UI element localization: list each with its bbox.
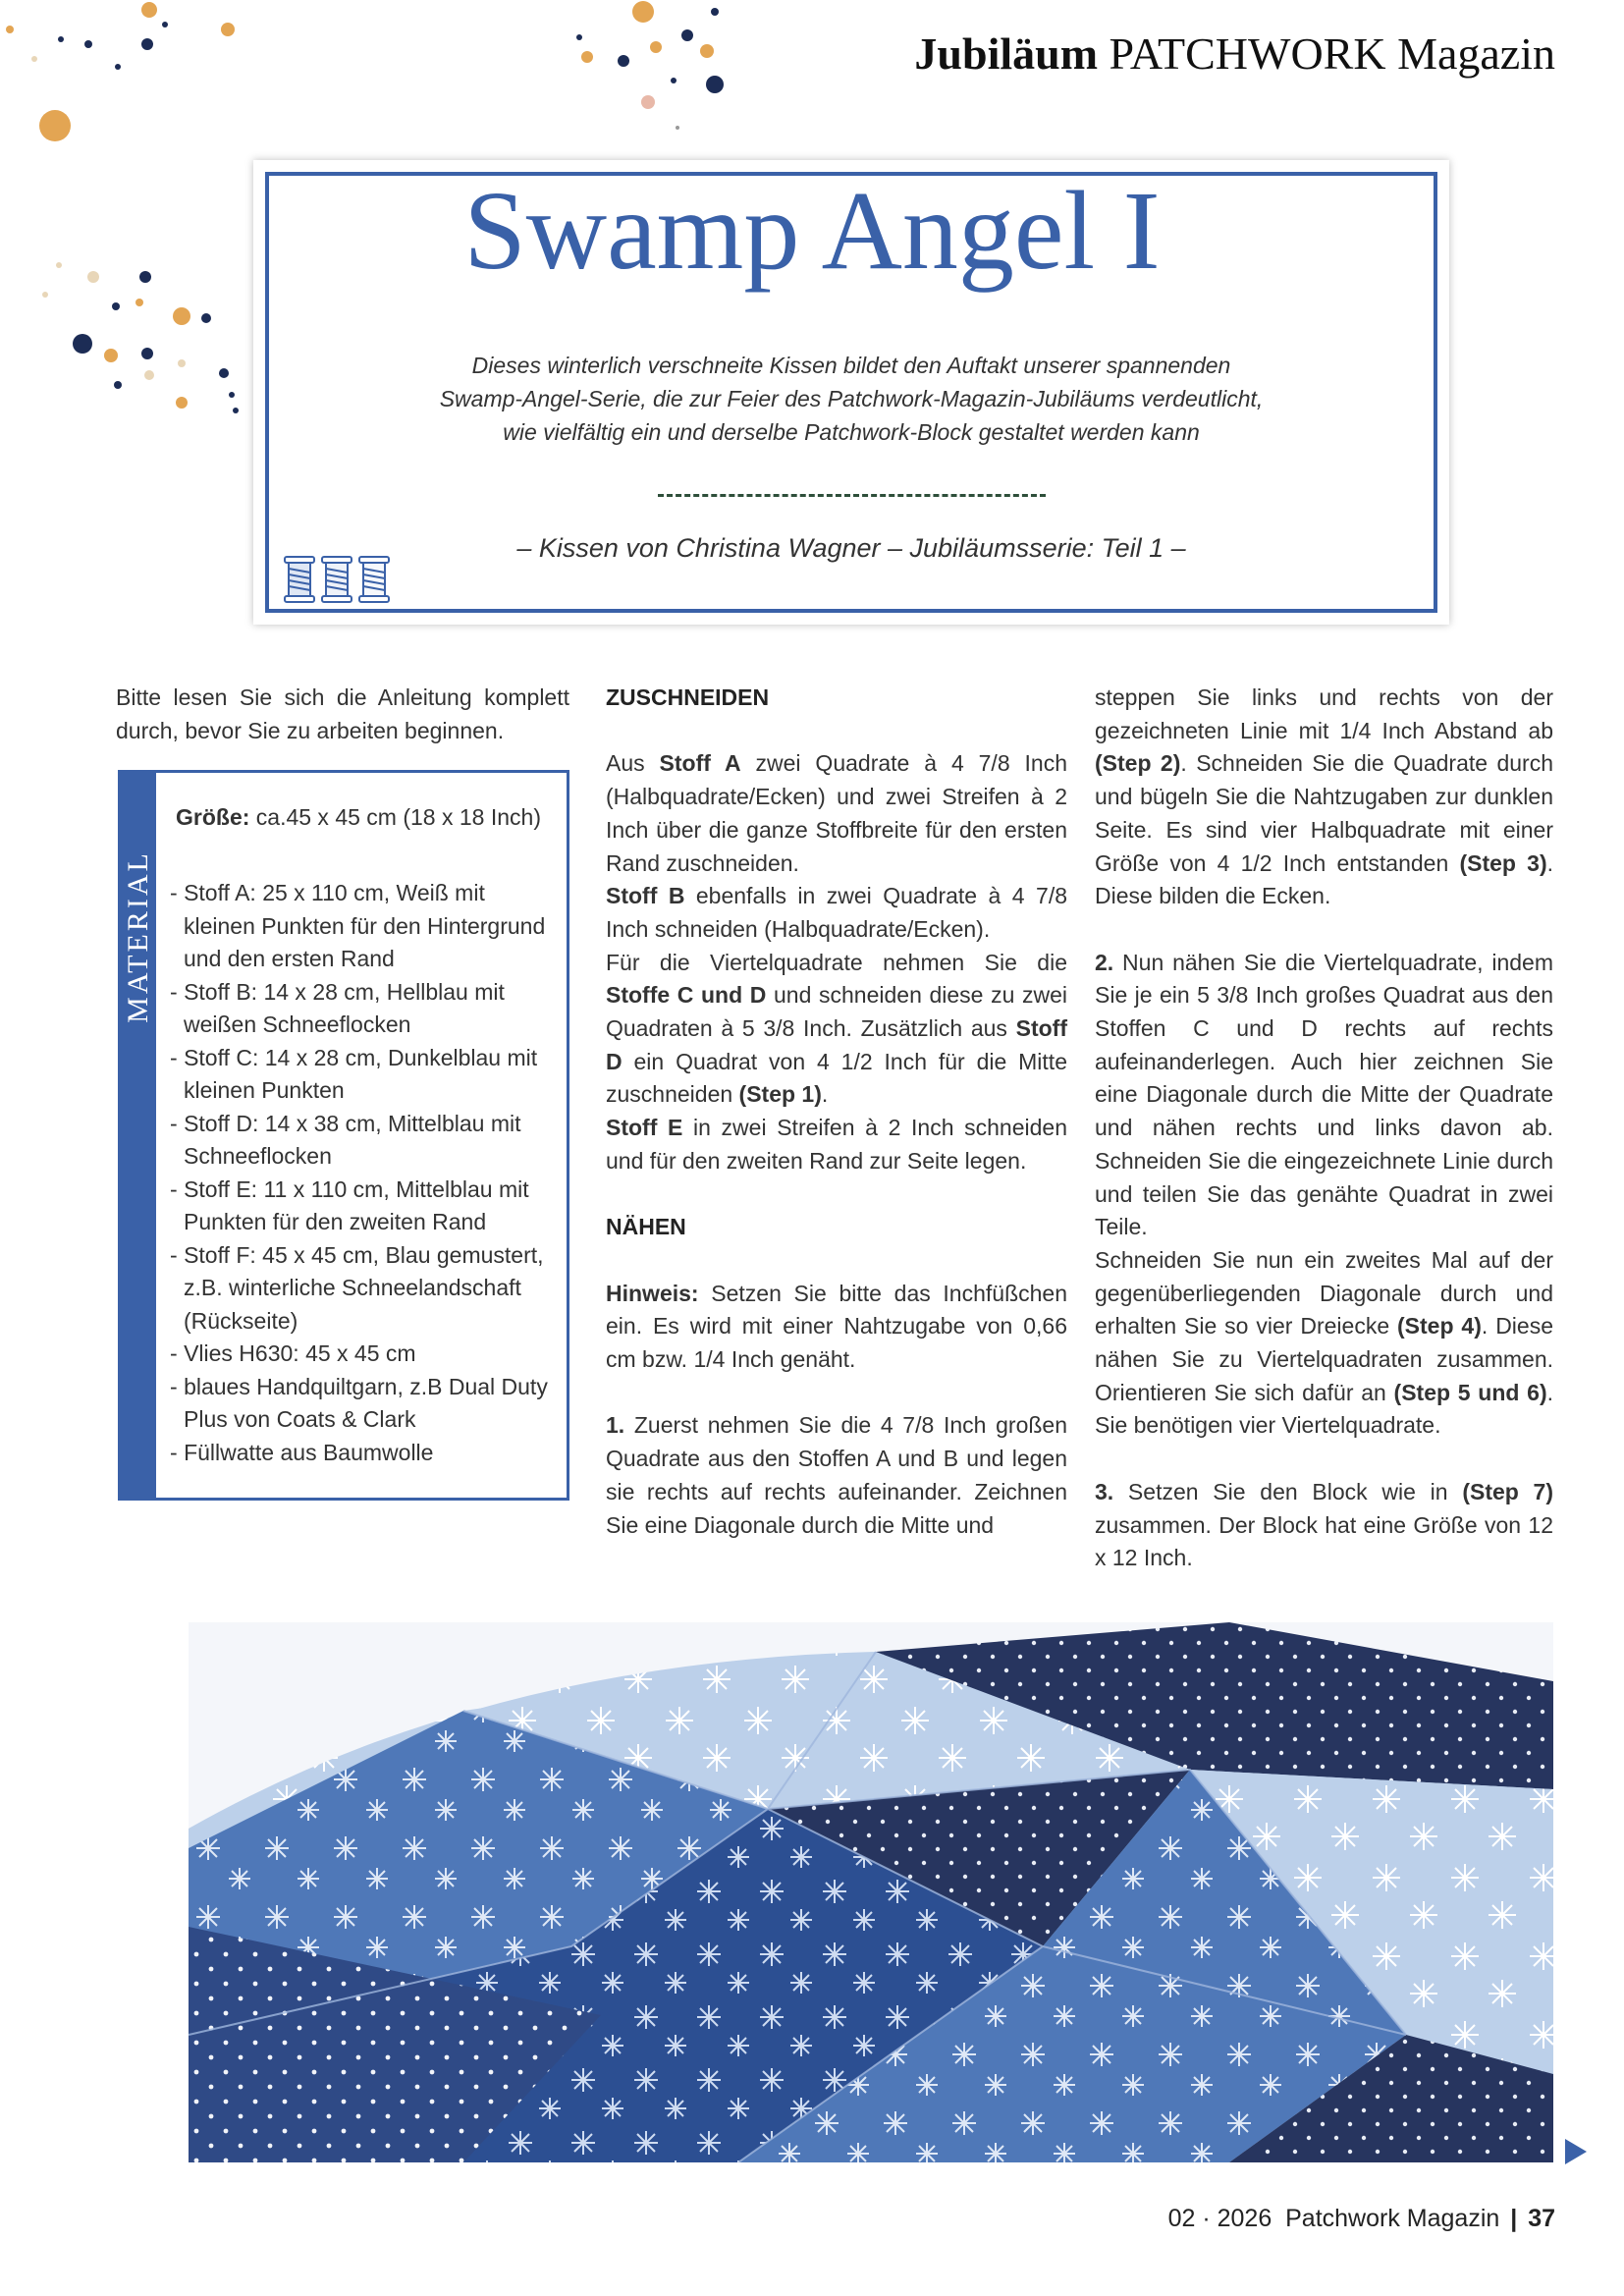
material-label: MATERIAL bbox=[122, 850, 154, 1023]
text: . Diese nähen Sie zu Viertelquadraten zusammen. Orientieren Sie sich dafür an bbox=[1095, 1313, 1553, 1405]
middle-column bbox=[606, 682, 1067, 1542]
bold-text: Stoff B bbox=[606, 883, 685, 909]
text: Für die Viertelquadrate nehmen Sie die bbox=[606, 949, 1067, 975]
zuschneiden-heading: ZUSCHNEIDEN bbox=[606, 684, 770, 710]
bold-text: Hinweis: bbox=[606, 1280, 699, 1306]
intro-line: wie vielfältig ein und derselbe Patchwork-Block gestaltet werden kann bbox=[503, 419, 1200, 445]
bold-text: Stoff A bbox=[659, 750, 741, 777]
step-1-paragraph bbox=[606, 1409, 1067, 1542]
bold-text: (Step 4) bbox=[1397, 1313, 1482, 1339]
bold-text: Stoff D bbox=[606, 1015, 1067, 1074]
text: in zwei Streifen à 2 Inch schneiden und für den zweiten Rand zur Seite legen. bbox=[606, 1115, 1067, 1174]
material-item: - blaues Handquiltgarn, z.B Dual Duty Plus von Coats & Clark bbox=[170, 1371, 563, 1437]
right-paragraph-3 bbox=[1095, 1244, 1553, 1443]
right-column bbox=[1095, 682, 1553, 1575]
material-item: - Stoff F: 45 x 45 cm, Blau gemustert, z.B. winterliche Schneelandschaft (Rückseite) bbox=[170, 1239, 563, 1339]
text: Zuerst nehmen Sie die 4 7/8 Inch großen Quadrate aus den Stoffen A und B und legen sie rechts auf rechts aufeinander. Zeichnen Sie eine Diagonale durch die Mitte und bbox=[606, 1412, 1067, 1538]
material-list bbox=[170, 877, 563, 1469]
read-instructions-text: Bitte lesen Sie sich die Anleitung komplett durch, bevor Sie zu arbeiten beginnen. bbox=[116, 684, 569, 743]
left-intro bbox=[116, 682, 569, 747]
cut-paragraph-3 bbox=[606, 947, 1067, 1113]
byline: – Kissen von Christina Wagner – Jubiläumsserie: Teil 1 – bbox=[516, 533, 1186, 563]
quilt-pillow-photo bbox=[189, 1622, 1553, 2162]
text: Nun nähen Sie die Viertelquadrate, indem Sie je ein 5 3/8 Inch großes Quadrat aus den Stoffen C und D rechts auf rechts aufeinanderlegen. Auch hier zeichnen Sie eine Diagonale durch die Mitte der Quadrate und nähen rechts und links davon ab. Schneiden Sie die eingezeichnete Linie durch und teilen Sie das genähte Quadrat in zwei Teile. bbox=[1095, 949, 1553, 1240]
bold-text: (Step 7) bbox=[1462, 1478, 1554, 1504]
bold-text: 3. bbox=[1095, 1478, 1114, 1504]
material-item: - Stoff E: 11 x 110 cm, Mittelblau mit Punkten für den zweiten Rand bbox=[170, 1174, 563, 1239]
text: Aus bbox=[606, 750, 660, 777]
text: . bbox=[821, 1081, 829, 1108]
next-page-arrow-icon bbox=[1565, 2139, 1587, 2164]
text: Schneiden Sie nun ein zweites Mal auf der gegenüberliegenden Diagonale durch und erhalten Sie so vier Dreiecke bbox=[1095, 1246, 1553, 1339]
bold-text: (Step 2) bbox=[1095, 750, 1181, 777]
issue-number: 02 · 2026 bbox=[1167, 2205, 1272, 2232]
text: und schneiden diese zu zwei Quadraten à 5 3/8 Inch. Zusätzlich aus bbox=[606, 982, 1067, 1042]
material-item: - Stoff D: 14 x 38 cm, Mittelblau mit Schneeflocken bbox=[170, 1108, 563, 1174]
right-paragraph-1 bbox=[1095, 682, 1553, 913]
size-label: Größe: bbox=[176, 804, 250, 830]
bold-text: (Step 3) bbox=[1459, 849, 1547, 876]
size-value: ca.45 x 45 cm (18 x 18 Inch) bbox=[249, 804, 541, 830]
text: ein Quadrat von 4 1/2 Inch für die Mitte zuschneiden bbox=[606, 1048, 1067, 1108]
text: Setzen Sie bitte das Inchfüßchen ein. Es wird mit einer Nahtzugabe von 0,66 cm bzw. 1/4 Inch genäht. bbox=[606, 1280, 1067, 1373]
page-footer bbox=[1168, 2205, 1555, 2233]
bold-text: 2. bbox=[1095, 949, 1114, 975]
bold-text: 1. bbox=[606, 1412, 625, 1439]
page-number: 37 bbox=[1528, 2205, 1555, 2232]
text: zusammen. Der Block hat eine Größe von 12 x 12 Inch. bbox=[1095, 1511, 1553, 1571]
text: . Diese bilden die Ecken. bbox=[1095, 849, 1553, 909]
material-item: - Stoff C: 14 x 28 cm, Dunkelblau mit kleinen Punkten bbox=[170, 1042, 563, 1108]
step-2-paragraph bbox=[1095, 947, 1553, 1244]
material-strip bbox=[121, 773, 156, 1498]
intro-line: Swamp-Angel-Serie, die zur Feier des Patchwork-Magazin-Jubiläums verdeutlicht, bbox=[439, 386, 1264, 411]
footer-magazine: Patchwork Magazin bbox=[1285, 2205, 1500, 2232]
text: ebenfalls in zwei Quadrate à 4 7/8 Inch schneiden (Halbquadrate/Ecken). bbox=[606, 883, 1067, 942]
intro-text bbox=[373, 349, 1329, 449]
material-item: - Stoff A: 25 x 110 cm, Weiß mit kleinen Punkten für den Hintergrund und den ersten Rand bbox=[170, 877, 563, 976]
header-jubilaeum: Jubiläum bbox=[914, 28, 1099, 79]
cut-paragraph-4 bbox=[606, 1112, 1067, 1177]
bold-text: (Step 5 und 6) bbox=[1393, 1379, 1547, 1405]
dashed-divider bbox=[658, 494, 1046, 497]
material-item: - Stoff B: 14 x 28 cm, Hellblau mit weißen Schneeflocken bbox=[170, 976, 563, 1042]
text: steppen Sie links und rechts von der gezeichneten Linie mit 1/4 Inch Abstand ab bbox=[1095, 684, 1553, 743]
header-magazine: PATCHWORK Magazin bbox=[1098, 28, 1555, 79]
step-3-paragraph bbox=[1095, 1476, 1553, 1575]
cut-paragraph-2 bbox=[606, 880, 1067, 946]
article-title: Swamp Angel I bbox=[463, 168, 1161, 293]
footer-separator: | bbox=[1510, 2205, 1518, 2232]
material-box bbox=[118, 770, 569, 1501]
text: zwei Quadrate à 4 7/8 Inch (Halbquadrate/Ecken) und zwei Streifen à 2 Inch über die ganze Stoffbreite für den ersten Rand zuschneiden. bbox=[606, 750, 1068, 876]
bold-text: Stoffe C und D bbox=[606, 982, 767, 1009]
material-item: - Vlies H630: 45 x 45 cm bbox=[170, 1338, 563, 1371]
hinweis-paragraph bbox=[606, 1278, 1067, 1377]
text: . Sie benötigen vier Viertelquadrate. bbox=[1095, 1379, 1553, 1439]
material-item: - Füllwatte aus Baumwolle bbox=[170, 1437, 563, 1470]
magazine-header bbox=[914, 27, 1555, 80]
text: Setzen Sie den Block wie in bbox=[1113, 1478, 1463, 1504]
bold-text: Stoff E bbox=[606, 1115, 683, 1141]
thread-spools-icon bbox=[283, 555, 393, 604]
cut-paragraph-1 bbox=[606, 747, 1067, 880]
bold-text: (Step 1) bbox=[738, 1081, 822, 1108]
size-line bbox=[176, 804, 541, 831]
naehen-heading: NÄHEN bbox=[606, 1214, 686, 1240]
intro-line: Dieses winterlich verschneite Kissen bildet den Auftakt unserer spannenden bbox=[471, 353, 1231, 378]
text: . Schneiden Sie die Quadrate durch und bügeln Sie die Nahtzugaben zur dunklen Seite. Es sind vier Halbquadrate mit einer Größe von 4 1/2 Inch entstanden bbox=[1095, 750, 1554, 876]
